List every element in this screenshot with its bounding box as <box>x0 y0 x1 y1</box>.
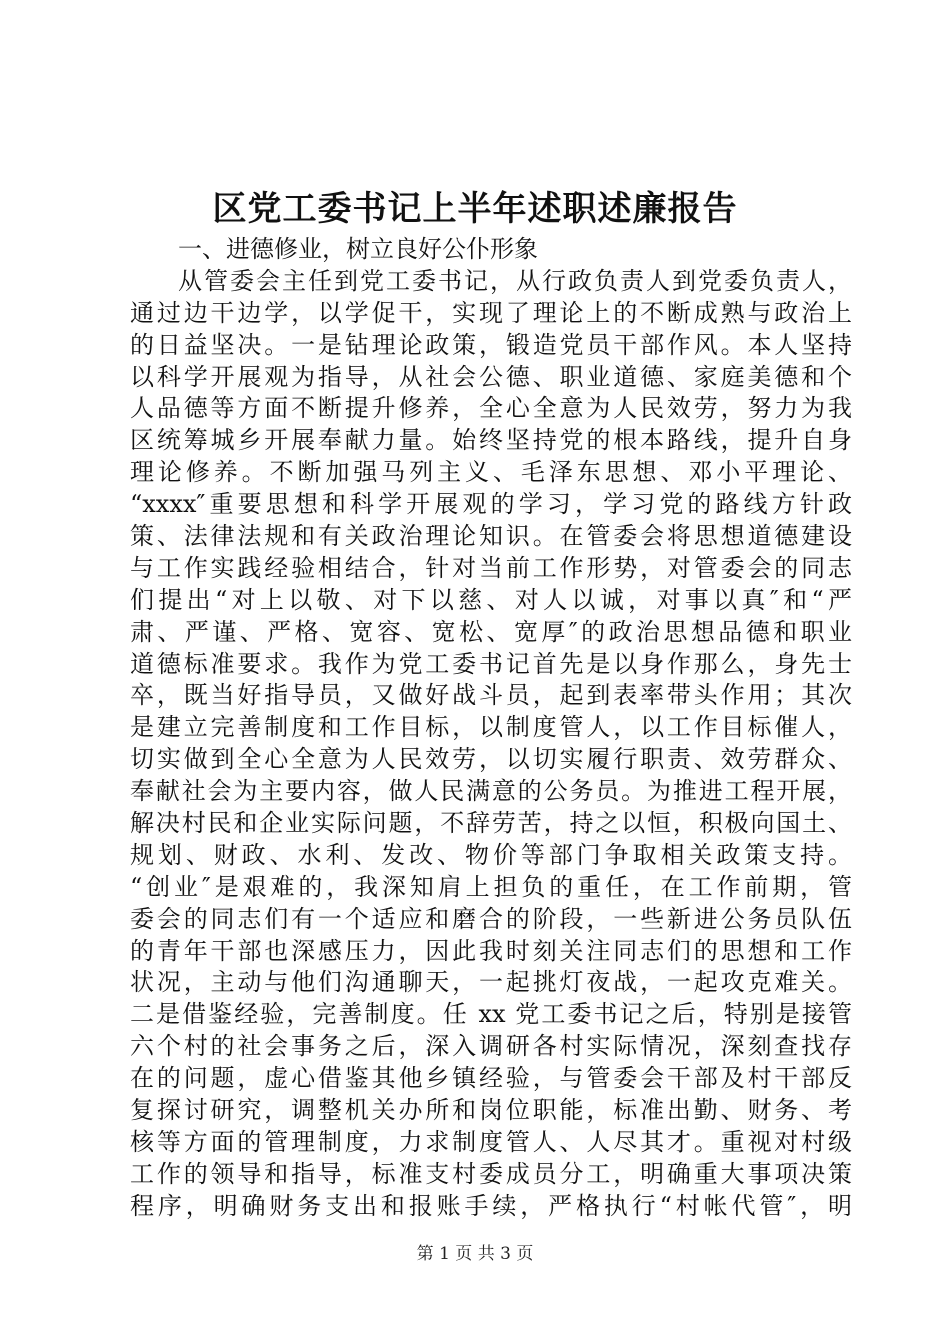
document-title: 区党工委书记上半年述职述廉报告 <box>212 189 738 229</box>
body-line: 是建立完善制度和工作目标，以制度管人，以工作目标催人， <box>130 713 852 742</box>
body-line: 的青年干部也深感压力，因此我时刻关注同志们的思想和工作 <box>130 936 852 965</box>
body-line: 奉献社会为主要内容，做人民满意的公务员。为推进工程开展， <box>130 777 852 806</box>
body-line: 肃、严谨、严格、宽容、宽松、宽厚″的政治思想品德和职业 <box>130 617 852 646</box>
body-line: 们提出“对上以敬、对下以慈、对人以诚，对事以真″和“严 <box>130 585 852 614</box>
body-line: 的日益坚决。一是钻理论政策，锻造党员干部作风。本人坚持 <box>130 330 852 359</box>
body-line: 程序，明确财务支出和报账手续，严格执行“村帐代管″，明 <box>130 1191 852 1220</box>
body-line: “创业″是艰难的，我深知肩上担负的重任，在工作前期，管 <box>130 872 852 901</box>
body-line: 策、法律法规和有关政治理论知识。在管委会将思想道德建设 <box>130 522 852 551</box>
body-line: 通过边干边学，以学促干，实现了理论上的不断成熟与政治上 <box>130 298 852 327</box>
body-line: 二是借鉴经验，完善制度。任 xx 党工委书记之后，特别是接管 <box>130 1000 852 1029</box>
body-line: 从管委会主任到党工委书记，从行政负责人到党委负责人， <box>178 266 852 295</box>
body-line: 六个村的社会事务之后，深入调研各村实际情况，深刻查找存 <box>130 1032 852 1061</box>
body-line: 道德标准要求。我作为党工委书记首先是以身作那么，身先士 <box>130 649 852 678</box>
body-line: 卒，既当好指导员，又做好战斗员，起到表率带头作用；其次 <box>130 681 852 710</box>
section-heading: 一、进德修业，树立良好公仆形象 <box>178 235 538 263</box>
body-line: 工作的领导和指导，标准支村委成员分工，明确重大事项决策 <box>130 1159 852 1188</box>
body-line: 切实做到全心全意为人民效劳，以切实履行职责、效劳群众、 <box>130 745 852 774</box>
body-line: 区统筹城乡开展奉献力量。始终坚持党的根本路线，提升自身 <box>130 426 852 455</box>
body-line: 委会的同志们有一个适应和磨合的阶段，一些新进公务员队伍 <box>130 904 852 933</box>
body-line: 状况，主动与他们沟通聊天，一起挑灯夜战，一起攻克难关。 <box>130 968 852 997</box>
body-line: 在的问题，虚心借鉴其他乡镇经验，与管委会干部及村干部反 <box>130 1064 852 1093</box>
body-line: 核等方面的管理制度，力求制度管人、人尽其才。重视对村级 <box>130 1127 852 1156</box>
body-line: 与工作实践经验相结合，针对当前工作形势，对管委会的同志 <box>130 553 852 582</box>
body-line: 解决村民和企业实际问题，不辞劳苦，持之以恒，积极向国土、 <box>130 809 852 838</box>
body-line: 规划、财政、水利、发改、物价等部门争取相关政策支持。 <box>130 840 852 869</box>
body-line: 理论修养。不断加强马列主义、毛泽东思想、邓小平理论、 <box>130 458 852 487</box>
body-line: 以科学开展观为指导，从社会公德、职业道德、家庭美德和个 <box>130 362 852 391</box>
body-line: “xxxx″重要思想和科学开展观的学习，学习党的路线方针政 <box>130 490 852 519</box>
body-line: 人品德等方面不断提升修养，全心全意为人民效劳，努力为我 <box>130 394 852 423</box>
page-footer: 第 1 页 共 3 页 <box>416 1244 534 1264</box>
body-line: 复探讨研究，调整机关办所和岗位职能，标准出勤、财务、考 <box>130 1096 852 1125</box>
document-body <box>130 234 852 1223</box>
